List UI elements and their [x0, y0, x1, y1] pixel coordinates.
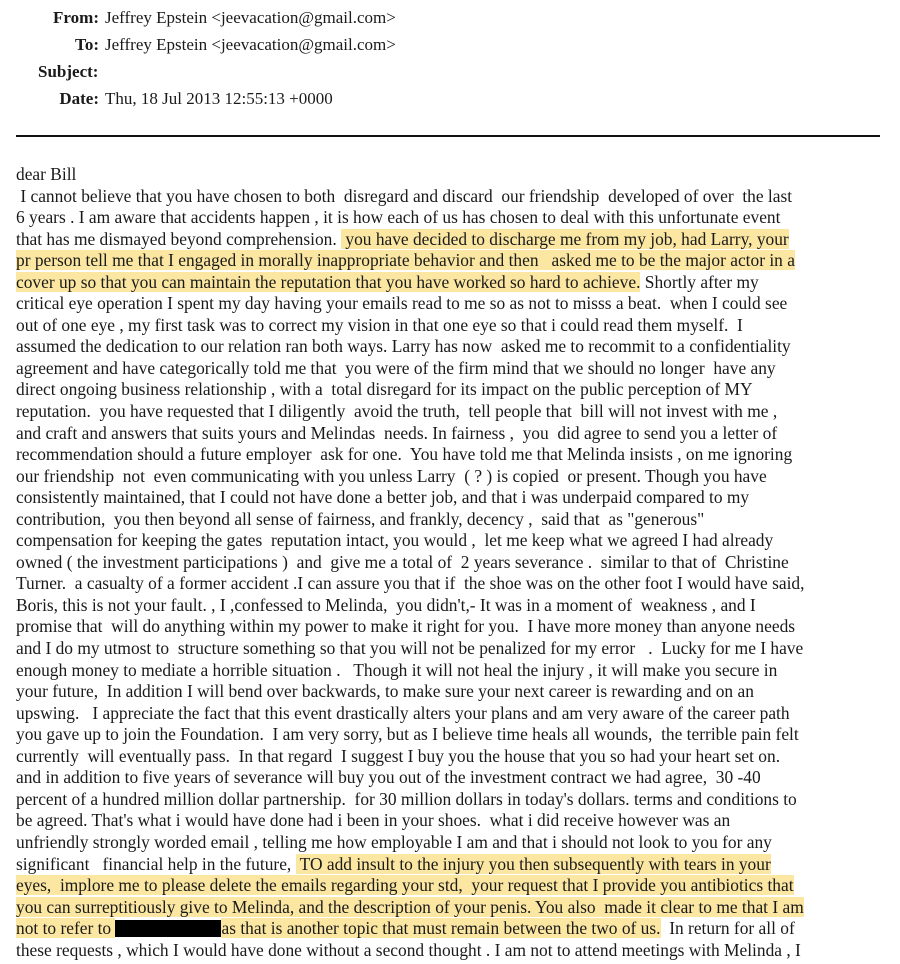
body-line: and craft and answers that suits yours and Melindas needs. In fairness , you did agree to send you a letter of — [16, 422, 778, 443]
from-label: From: — [53, 8, 99, 27]
body-line: direct ongoing business relationship , with a total disregard for its impact on the public perception of MY — [16, 379, 753, 400]
highlighted-text: eyes, implore me to please delete the emails regarding your std, your request that I provide you antibiotics that — [16, 875, 794, 896]
body-line: agreement and have categorically told me that you were of the firm mind that we should no longer have any — [16, 357, 776, 378]
to-row — [0, 35, 900, 62]
body-line: critical eye operation I spent my day having your emails read to me so as not to misss a beat. when I could see — [16, 293, 788, 314]
body-line: Turner. a casualty of a former accident .I can assure you that if the shoe was on the other foot I would have said, — [16, 573, 805, 594]
highlighted-text: you can surreptitiously give to Melinda, and the description of your penis. You also made it clear to me that I am — [16, 896, 804, 917]
body-line: assumed the dedication to our relation ran both ways. Larry has now asked me to recommit to a confidentiality — [16, 336, 791, 357]
body-line — [16, 250, 886, 272]
body-line: unfriendly strongly worded email , telling me how employable I am and that i should not look to you for any — [16, 831, 772, 852]
body-line: recommendation should a future employer ask for one. You have told me that Melinda insists , on me ignoring — [16, 444, 793, 465]
body-line: out of one eye , my first task was to correct my vision in that one eye so that i could read them myself. I — [16, 314, 743, 335]
body-line: promise that will do anything within my power to make it right for you. I have more money than anyone needs — [16, 616, 796, 637]
body-line: dear Bill — [16, 164, 77, 184]
body-text-segment: significant financial help in the future, — [16, 853, 296, 874]
body-line: upswing. I appreciate the fact that this event drastically alters your plans and am very aware of the career path — [16, 702, 790, 723]
body-line — [16, 875, 886, 897]
body-line: you gave up to join the Foundation. I am very sorry, but as I believe time heals all wounds, the terrible pain felt — [16, 724, 799, 745]
highlighted-text: you have decided to discharge me from my job, had Larry, your — [341, 228, 789, 249]
subject-label: Subject: — [38, 62, 99, 81]
body-line: percent of a hundred million dollar partnership. for 30 million dollars in today's dollars. terms and conditions to — [16, 788, 797, 809]
date-value: Thu, 18 Jul 2013 12:55:13 +0000 — [105, 89, 333, 108]
to-value: Jeffrey Epstein <jeevacation@gmail.com> — [105, 35, 396, 54]
highlighted-text: pr person tell me that I engaged in morally inappropriate behavior and then asked me to be the major actor in a — [16, 250, 795, 271]
body-line: and I do my utmost to structure something so that you will not be penalized for my error . Lucky for me I have — [16, 638, 804, 659]
subject-row — [0, 62, 900, 89]
header-divider — [16, 135, 880, 137]
body-line: reputation. you have requested that I diligently avoid the truth, tell people that bill will not invest with me , — [16, 401, 778, 422]
body-line: contribution, you then beyond all sense of fairness, and frankly, decency , said that as "generous" — [16, 508, 705, 529]
body-line: currently will eventually pass. In that regard I suggest I buy you the house that you so had your heart set on. — [16, 745, 781, 766]
highlighted-text: not to refer to — [16, 918, 116, 939]
body-line — [16, 918, 886, 940]
body-line: enough money to mediate a horrible situation . Though it will not heal the injury , it will make you secure in — [16, 659, 778, 680]
body-line: consistently maintained, that I could not have done a better job, and that i was underpaid compared to my — [16, 487, 750, 508]
body-line — [16, 854, 886, 876]
body-text-segment: that has me dismayed beyond comprehension. — [16, 228, 342, 249]
body-line — [16, 272, 886, 294]
highlighted-text: cover up so that you can maintain the reputation that you have worked so hard to achieve. — [16, 271, 641, 292]
body-line: these requests , which I would have done without a second thought . I am not to attend meetings with Melinda , I — [16, 939, 801, 960]
email-body — [16, 164, 886, 961]
from-value: Jeffrey Epstein <jeevacation@gmail.com> — [105, 8, 396, 27]
from-row — [0, 8, 900, 35]
body-line — [16, 229, 886, 251]
body-text-segment: Shortly after my — [640, 271, 759, 292]
highlighted-text: as that is another topic that must remain between the two of us. — [221, 918, 661, 939]
body-line: and in addition to five years of severance will buy you out of the investment contract we had agree, 30 -40 — [16, 767, 761, 788]
email-header — [0, 8, 900, 116]
highlighted-text: TO add insult to the injury you then subsequently with tears in your — [295, 853, 771, 874]
to-label: To: — [75, 35, 99, 54]
date-row — [0, 89, 900, 116]
body-line — [16, 897, 886, 919]
body-line: Boris, this is not your fault. , I ,confessed to Melinda, you didn't,- It was in a moment of weakness , and I — [16, 594, 756, 615]
body-line: be agreed. That's what i would have done had i been in your shoes. what i did receive however was an — [16, 810, 731, 831]
body-line: I cannot believe that you have chosen to both disregard and discard our friendship developed of over the last — [16, 185, 793, 206]
body-line: owned ( the investment participations ) and give me a total of 2 years severance . similar to that of Christine — [16, 551, 789, 572]
body-text-segment: In return for all of — [660, 918, 795, 939]
body-line: compensation for keeping the gates reputation intact, you would , let me keep what we agreed I had already — [16, 530, 774, 551]
body-line: 6 years . I am aware that accidents happen , it is how each of us has chosen to deal with this unfortunate event — [16, 207, 781, 228]
body-line: our friendship not even communicating with you unless Larry ( ? ) is copied or present. Though you have — [16, 465, 767, 486]
redaction-box — [115, 920, 221, 937]
body-line: your future, In addition I will bend over backwards, to make sure your next career is rewarding and on an — [16, 681, 754, 702]
date-label: Date: — [59, 89, 99, 108]
